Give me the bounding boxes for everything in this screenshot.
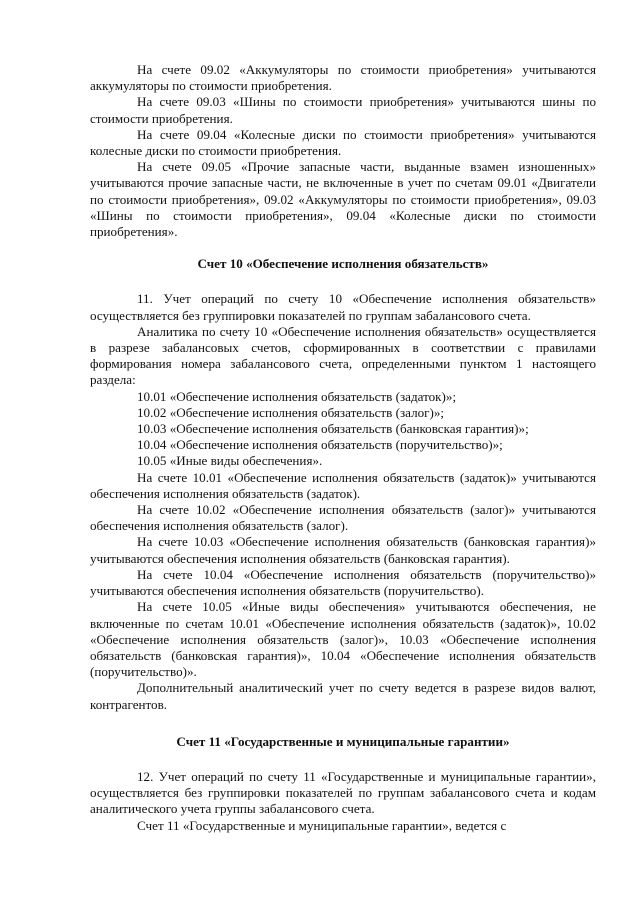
list-item-10-05: 10.05 «Иные виды обеспечения». [137, 453, 323, 469]
list-item-10-02: 10.02 «Обеспечение исполнения обязательств (залог)»; [137, 404, 445, 420]
paragraph-account-10-02: На счете 10.02 «Обеспечение исполнения обязательств (залог)» учитываются обеспечения исполнения обязательств (залог). [90, 502, 596, 534]
section-heading-account-10: Счет 10 «Обеспечение исполнения обязательств» [197, 256, 489, 272]
paragraph-account-09-05: На счете 09.05 «Прочие запасные части, выданные взамен изношенных» учитываются прочие запасные части, не включенные в учет по счетам 09.01 «Двигатели по стоимости приобретения», 09.02 «Аккумуляторы по стоимости приобретения», 09.03 «Шины по стоимости приобретения», 09.04 «Колесные диски по стоимости приобретения». [90, 159, 596, 240]
paragraph-item-11: 11. Учет операций по счету 10 «Обеспечение исполнения обязательств» осуществляется без группировки показателей по группам забалансового счета. [90, 291, 596, 323]
paragraph-account-10-05: На счете 10.05 «Иные виды обеспечения» учитываются обеспечения, не включенные по счетам 10.01 «Обеспечение исполнения обязательств (задаток)», 10.02 «Обеспечение исполнения обязательств (залог)», 10.03 «Обеспечение исполнения обязательств (банковская гарантия)», 10.04 «Обеспечение исполнения обязательств (поручительство)». [90, 599, 596, 680]
paragraph-account-10-analytics: Аналитика по счету 10 «Обеспечение исполнения обязательств» осуществляется в разрезе забалансовых счетов, сформированных в соответствии с правилами формирования номера забалансового счета, определенными пунктом 1 настоящего раздела: [90, 323, 596, 388]
paragraph-account-10-04: На счете 10.04 «Обеспечение исполнения обязательств (поручительство)» учитываются обеспечения исполнения обязательств (поручительство). [90, 566, 596, 599]
document-page [90, 62, 596, 834]
paragraph-account-10-03: На счете 10.03 «Обеспечение исполнения обязательств (банковская гарантия)» учитываются обеспечения исполнения обязательств (банковская гарантия). [90, 534, 596, 566]
list-item-10-03: 10.03 «Обеспечение исполнения обязательств (банковская гарантия)»; [137, 421, 529, 437]
section-heading-account-11: Счет 11 «Государственные и муниципальные гарантии» [176, 733, 510, 749]
list-item-10-04: 10.04 «Обеспечение исполнения обязательств (поручительство)»; [137, 437, 503, 453]
paragraph-account-10-01: На счете 10.01 «Обеспечение исполнения обязательств (задаток)» учитываются обеспечения исполнения обязательств (задаток). [90, 469, 596, 501]
paragraph-account-11-intro: Счет 11 «Государственные и муниципальные гарантии», ведется с [137, 817, 507, 833]
paragraph-account-09-04: На счете 09.04 «Колесные диски по стоимости приобретения» учитываются колесные диски по стоимости приобретения. [90, 126, 596, 159]
paragraph-account-09-02: На счете 09.02 «Аккумуляторы по стоимости приобретения» учитываются аккумуляторы по стоимости приобретения. [90, 62, 596, 94]
list-item-10-01: 10.01 «Обеспечение исполнения обязательств (задаток)»; [137, 388, 457, 404]
paragraph-item-12: 12. Учет операций по счету 11 «Государственные и муниципальные гарантии», осуществляется без группировки показателей по группам забалансового счета и кодам аналитического учета группы забалансового счета. [90, 768, 596, 817]
paragraph-account-10-extra-analytics: Дополнительный аналитический учет по счету ведется в разрезе видов валют, контрагентов. [90, 680, 596, 712]
paragraph-account-09-03: На счете 09.03 «Шины по стоимости приобретения» учитываются шины по стоимости приобретения. [90, 94, 596, 126]
